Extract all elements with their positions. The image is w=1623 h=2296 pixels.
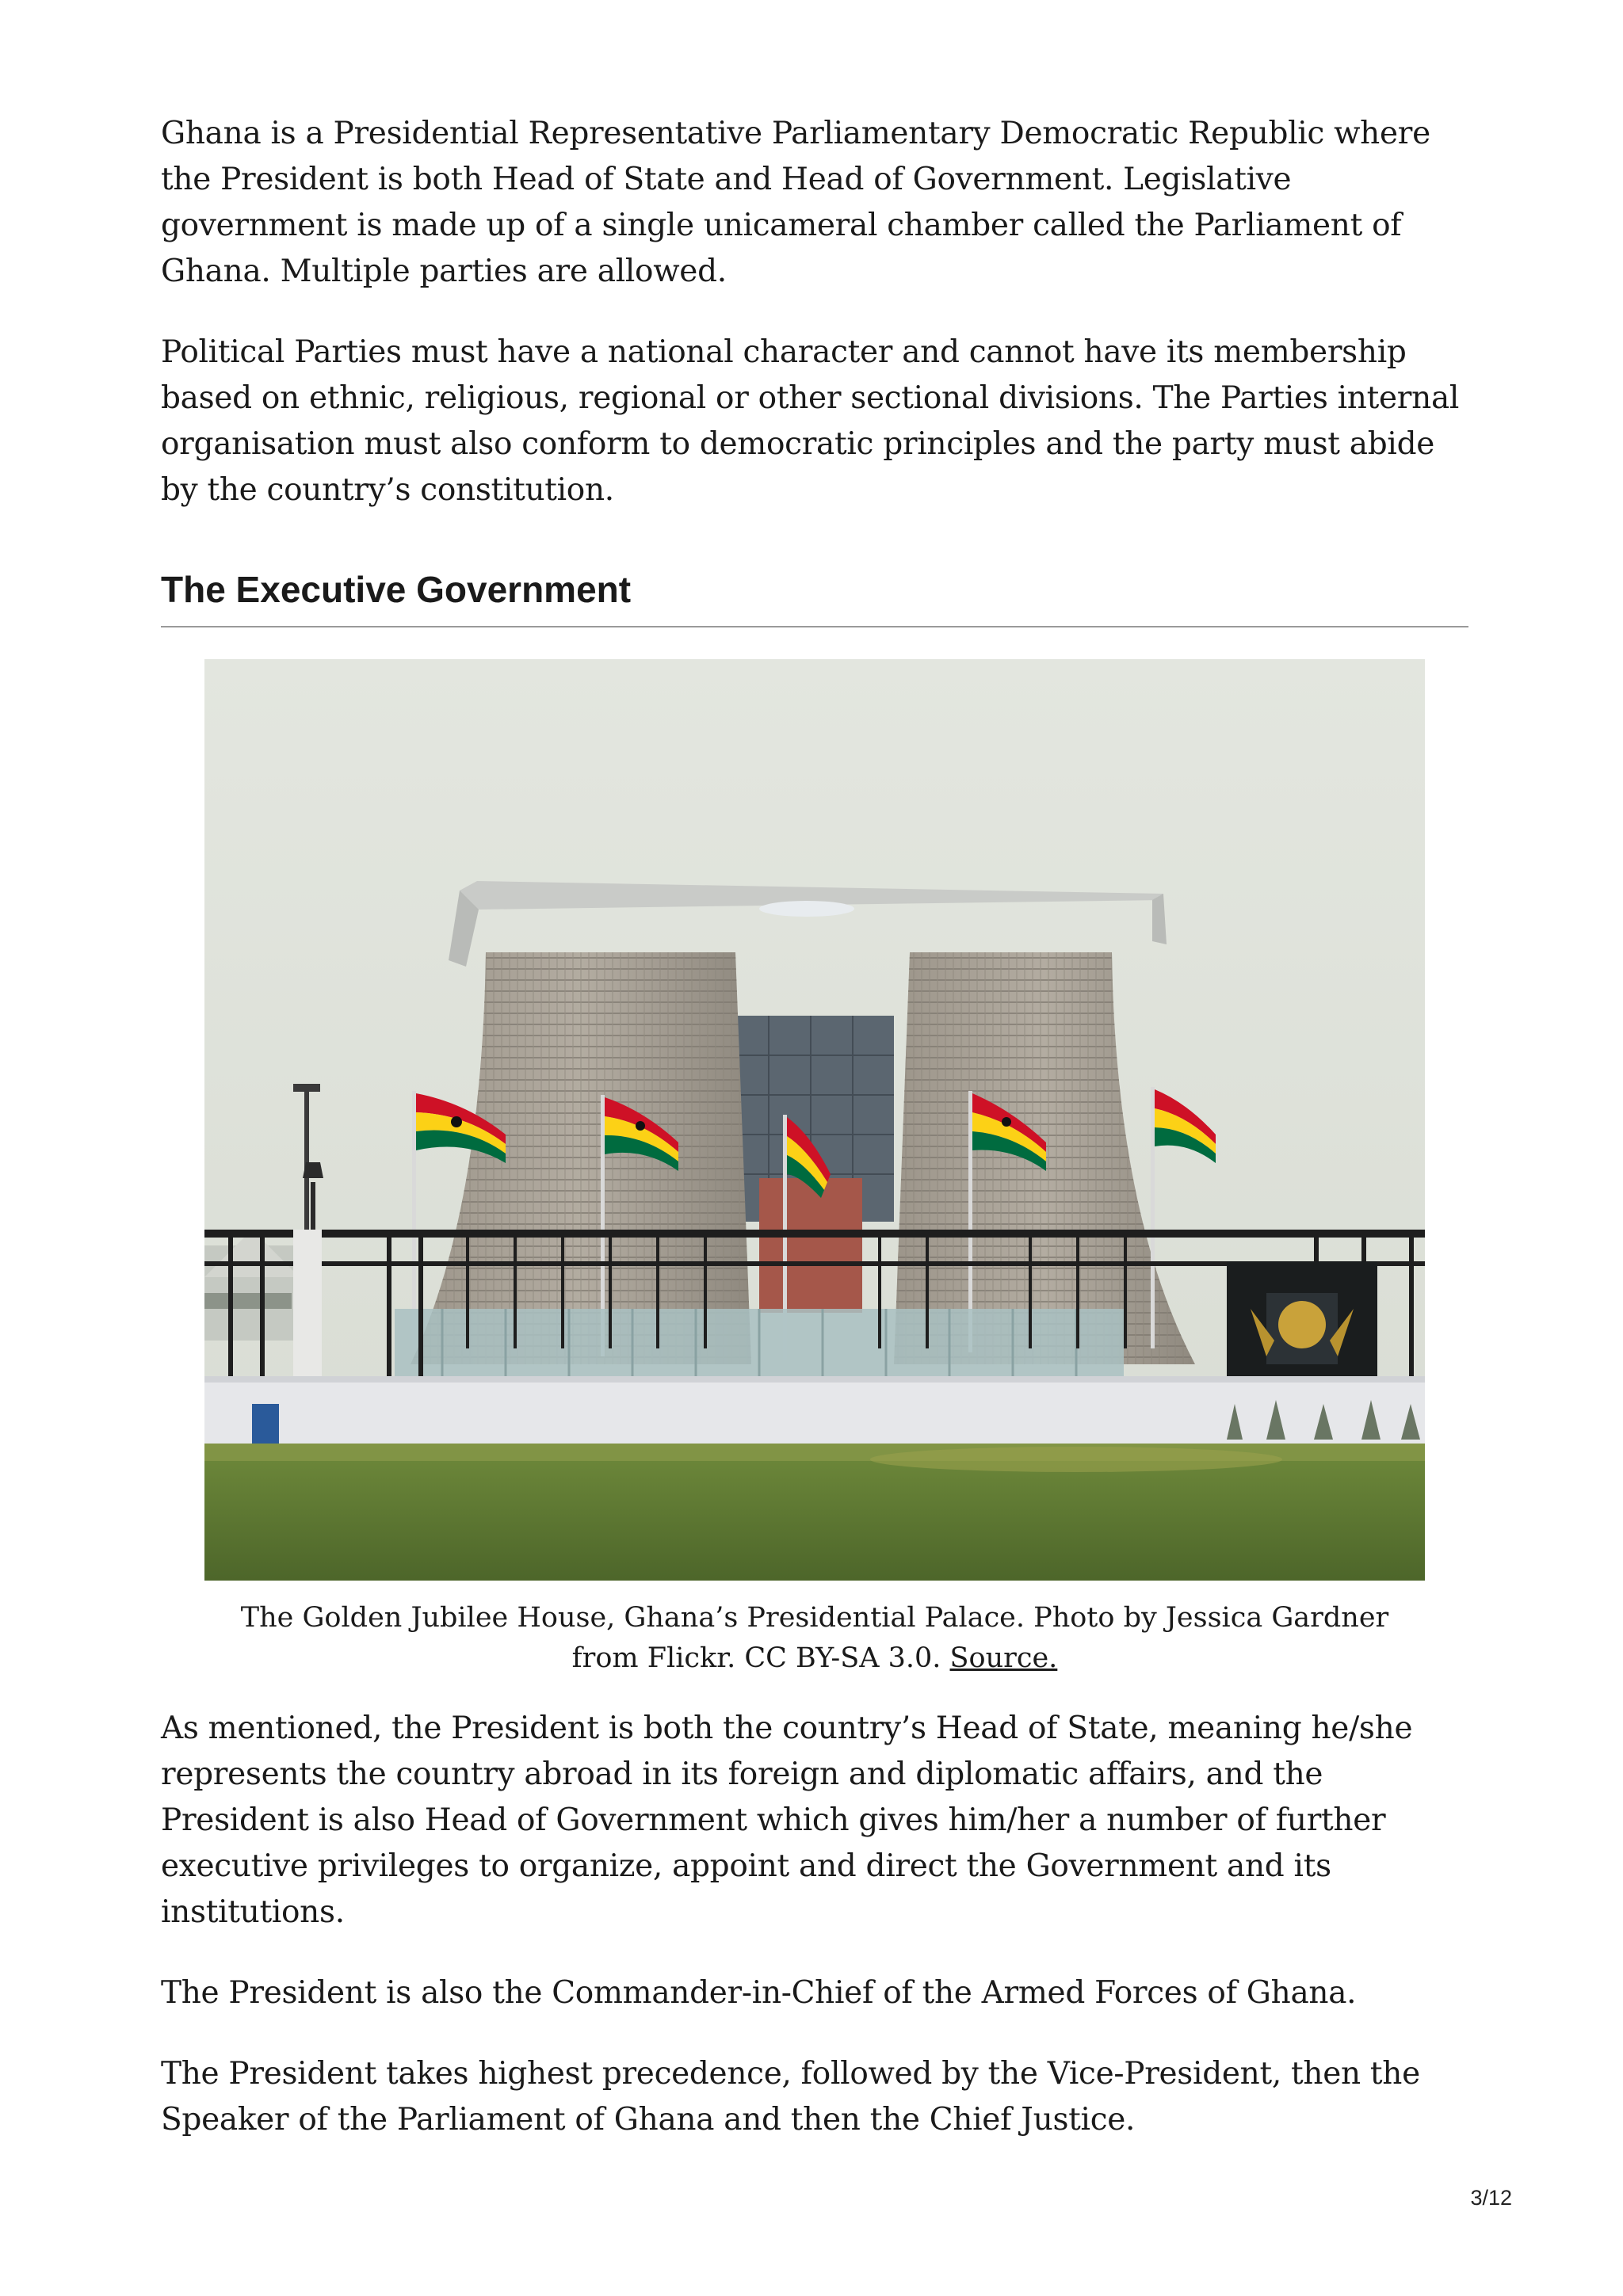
paragraph-precedence: The President takes highest precedence, followed by the Vice-President, then the Speaker of the Parliament of Ghana and then the Chief Justice. [161,2056,1420,2138]
caption-text: The Golden Jubilee House, Ghana’s Presidential Palace. Photo by Jessica Gardner from Flickr. CC BY-SA 3.0. [240,1602,1389,1674]
paragraph-political-parties: Political Parties must have a national character and cannot have its membership based on ethnic, religious, regional or other sectional divisions. The Parties internal organisation must also conform to democratic principles and the party must abide by the country’s constitution. [161,334,1460,508]
paragraph-commander-in-chief: The President is also the Commander-in-Chief of the Armed Forces of Ghana. [161,1975,1357,2011]
section-heading: The Executive Government [161,566,1468,627]
figure-caption [220,1598,1409,1679]
figure [161,659,1468,1679]
paragraph-political-system: Ghana is a Presidential Representative Parliamentary Democratic Republic where the President is both Head of State and Head of Government. Legislative government is made up of a single unicameral chamber called the Parliament of Ghana. Multiple parties are allowed. [161,116,1430,289]
page-number: 3/12 [1470,2186,1512,2210]
caption-source-link[interactable]: Source. [949,1642,1058,1674]
article-body [161,111,1468,2178]
paragraph-president-role: As mentioned, the President is both the country’s Head of State, meaning he/she represents the country abroad in its foreign and diplomatic affairs, and the President is also Head of Government which gives him/her a number of further executive privileges to organize, appoint and direct the Government and its institutions. [161,1711,1413,1930]
presidential-palace-photo [204,659,1425,1581]
